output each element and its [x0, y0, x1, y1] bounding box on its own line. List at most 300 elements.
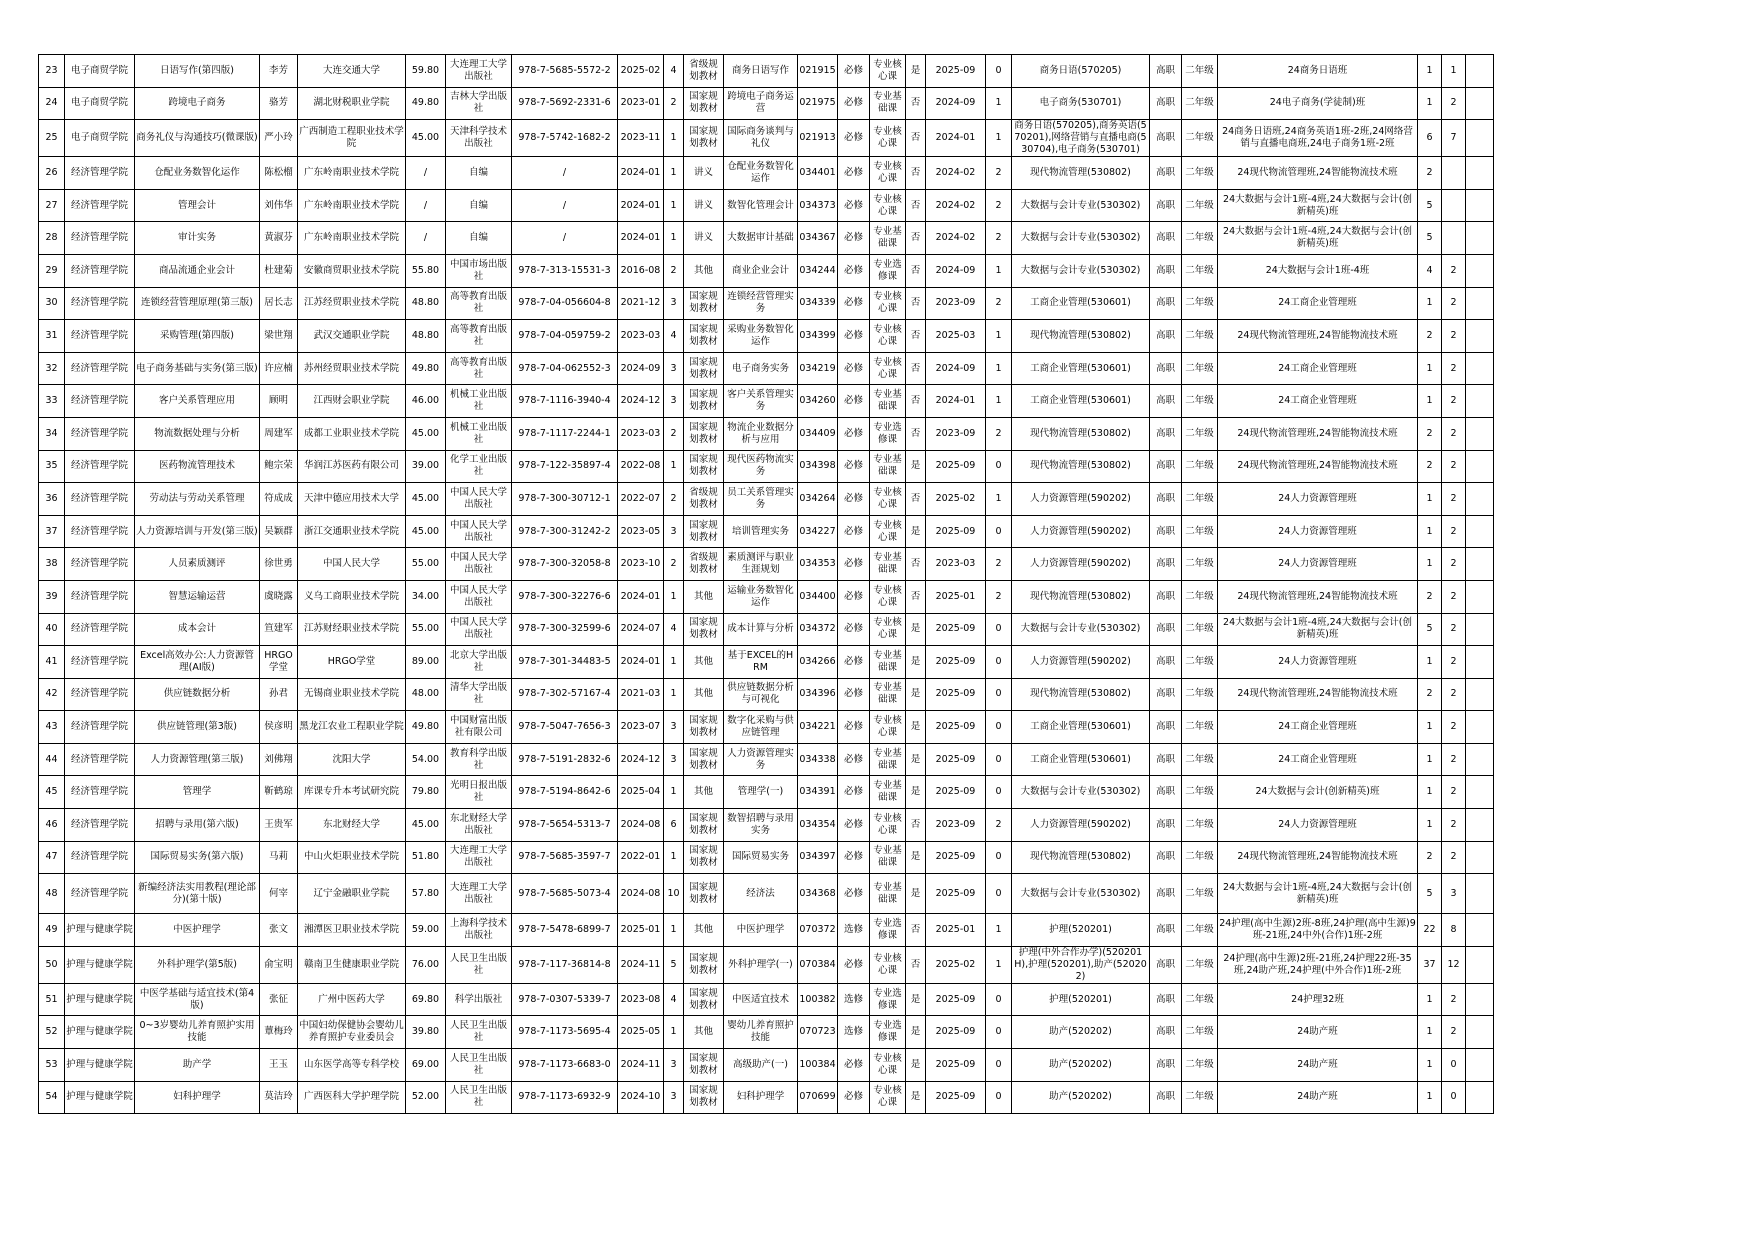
- cell-course-nature: 必修: [838, 1049, 870, 1082]
- table-row: [39, 711, 1494, 744]
- cell-author: 马莉: [260, 841, 298, 874]
- cell-course-code: 034368: [798, 874, 838, 914]
- cell-course-category: 专业选修课: [870, 254, 906, 287]
- cell-author: 俞宝明: [260, 946, 298, 983]
- cell-is-new: 是: [906, 55, 926, 88]
- cell-isbn: 978-7-301-34483-5: [512, 646, 618, 679]
- cell-course-nature: 选修: [838, 914, 870, 947]
- cell-textbook-type: 其他: [684, 580, 724, 613]
- cell-course-category: 专业选修课: [870, 1016, 906, 1049]
- cell-course-code: 034401: [798, 157, 838, 190]
- cell-textbook-type: 国家规划教材: [684, 87, 724, 120]
- cell-textbook-type: 国家规划教材: [684, 385, 724, 418]
- cell-class-count: 2: [1418, 678, 1442, 711]
- cell-publisher: 人民卫生出版社: [446, 1049, 512, 1082]
- cell-course-nature: 必修: [838, 613, 870, 646]
- cell-price: 59.00: [406, 914, 446, 947]
- cell-pub-date: 2021-12: [618, 287, 664, 320]
- cell-level: 高职: [1150, 1016, 1182, 1049]
- cell-isbn: 978-7-0307-5339-7: [512, 983, 618, 1016]
- cell-start-term: 2025-09: [926, 678, 986, 711]
- cell-start-term: 2025-01: [926, 580, 986, 613]
- cell-class-count: 22: [1418, 914, 1442, 947]
- cell-author: 杜建菊: [260, 254, 298, 287]
- cell-class-count: 1: [1418, 1016, 1442, 1049]
- table-row: [39, 320, 1494, 353]
- cell-is-new: 是: [906, 874, 926, 914]
- cell-course-name: 高级助产(一): [724, 1049, 798, 1082]
- cell-course-code: 070699: [798, 1081, 838, 1114]
- cell-author-unit: 黑龙江农业工程职业学院: [298, 711, 406, 744]
- cell-teacher-count: 2: [1442, 417, 1466, 450]
- cell-major: 大数据与会计专业(530302): [1012, 874, 1150, 914]
- cell-course-code: 034373: [798, 189, 838, 222]
- cell-level: 高职: [1150, 946, 1182, 983]
- cell-class-count: 2: [1418, 450, 1442, 483]
- cell-publisher: 中国人民大学出版社: [446, 483, 512, 516]
- cell-course-nature: 必修: [838, 254, 870, 287]
- cell-course-nature: 必修: [838, 450, 870, 483]
- cell-college: 护理与健康学院: [65, 946, 135, 983]
- cell-course-category: 专业基础课: [870, 87, 906, 120]
- cell-class-count: 2: [1418, 157, 1442, 190]
- cell-grade: 二年级: [1182, 548, 1218, 581]
- cell-classes: 24护理32班: [1218, 983, 1418, 1016]
- cell-start-term: 2024-09: [926, 254, 986, 287]
- cell-textbook-title: 中医学基础与适宜技术(第4版): [135, 983, 260, 1016]
- cell-is-new: 否: [906, 320, 926, 353]
- cell-is-new: 否: [906, 352, 926, 385]
- cell-pub-date: 2024-01: [618, 157, 664, 190]
- cell-grade: 二年级: [1182, 515, 1218, 548]
- cell-classes: 24助产班: [1218, 1016, 1418, 1049]
- cell-usage-years: 2: [986, 189, 1012, 222]
- cell-author-unit: HRGO学堂: [298, 646, 406, 679]
- cell-course-nature: 必修: [838, 809, 870, 842]
- cell-textbook-type: 省级规划教材: [684, 483, 724, 516]
- cell-author: 鲍宗荣: [260, 450, 298, 483]
- cell-publisher: 人民卫生出版社: [446, 946, 512, 983]
- cell-major: 护理(520201): [1012, 983, 1150, 1016]
- cell-pub-date: 2023-01: [618, 87, 664, 120]
- cell-textbook-type: 其他: [684, 678, 724, 711]
- table-row: [39, 222, 1494, 255]
- cell-start-term: 2025-09: [926, 874, 986, 914]
- cell-course-category: 专业基础课: [870, 222, 906, 255]
- cell-author-unit: 沈阳大学: [298, 743, 406, 776]
- cell-level: 高职: [1150, 120, 1182, 157]
- cell-course-code: 034398: [798, 450, 838, 483]
- cell-major: 助产(520202): [1012, 1049, 1150, 1082]
- cell-price: 55.00: [406, 548, 446, 581]
- cell-college: 电子商贸学院: [65, 87, 135, 120]
- cell-is-new: 否: [906, 287, 926, 320]
- cell-course-category: 专业核心课: [870, 55, 906, 88]
- cell-level: 高职: [1150, 483, 1182, 516]
- cell-pub-date: 2023-10: [618, 548, 664, 581]
- cell-is-new: 是: [906, 841, 926, 874]
- cell-level: 高职: [1150, 743, 1182, 776]
- table-row: [39, 914, 1494, 947]
- cell-course-name: 运输业务数智化运作: [724, 580, 798, 613]
- cell-textbook-title: 商品流通企业会计: [135, 254, 260, 287]
- cell-course-code: 100382: [798, 983, 838, 1016]
- cell-teacher-count: 2: [1442, 254, 1466, 287]
- cell-teacher-count: 2: [1442, 352, 1466, 385]
- cell-grade: 二年级: [1182, 55, 1218, 88]
- table-row: [39, 1049, 1494, 1082]
- cell-teacher-count: 2: [1442, 548, 1466, 581]
- cell-course-nature: 必修: [838, 776, 870, 809]
- cell-usage-years: 1: [986, 385, 1012, 418]
- cell-course-name: 供应链数据分析与可视化: [724, 678, 798, 711]
- cell-course-code: 034409: [798, 417, 838, 450]
- cell-course-code: 034266: [798, 646, 838, 679]
- cell-textbook-type: 国家规划教材: [684, 120, 724, 157]
- cell-edition: 6: [664, 809, 684, 842]
- table-row: [39, 743, 1494, 776]
- cell-author-unit: 广西医科大学护理学院: [298, 1081, 406, 1114]
- cell-college: 经济管理学院: [65, 417, 135, 450]
- cell-price: 69.00: [406, 1049, 446, 1082]
- cell-grade: 二年级: [1182, 157, 1218, 190]
- cell-class-count: 1: [1418, 711, 1442, 744]
- cell-textbook-title: 管理会计: [135, 189, 260, 222]
- cell-start-term: 2025-02: [926, 946, 986, 983]
- cell-textbook-type: 国家规划教材: [684, 983, 724, 1016]
- cell-edition: 1: [664, 841, 684, 874]
- cell-is-new: 是: [906, 678, 926, 711]
- cell-course-category: 专业核心课: [870, 613, 906, 646]
- cell-remark: [1466, 515, 1494, 548]
- cell-author: 刘佛翔: [260, 743, 298, 776]
- table-row: [39, 841, 1494, 874]
- cell-course-name: 成本计算与分析: [724, 613, 798, 646]
- cell-row-number: 39: [39, 580, 65, 613]
- cell-usage-years: 0: [986, 776, 1012, 809]
- cell-edition: 1: [664, 222, 684, 255]
- cell-college: 护理与健康学院: [65, 983, 135, 1016]
- cell-usage-years: 1: [986, 87, 1012, 120]
- cell-price: 39.80: [406, 1016, 446, 1049]
- cell-usage-years: 2: [986, 157, 1012, 190]
- cell-major: 大数据与会计专业(530302): [1012, 189, 1150, 222]
- cell-major: 助产(520202): [1012, 1081, 1150, 1114]
- cell-class-count: 1: [1418, 352, 1442, 385]
- cell-class-count: 5: [1418, 613, 1442, 646]
- cell-is-new: 是: [906, 450, 926, 483]
- cell-course-category: 专业基础课: [870, 646, 906, 679]
- cell-usage-years: 0: [986, 646, 1012, 679]
- cell-remark: [1466, 320, 1494, 353]
- cell-class-count: 2: [1418, 580, 1442, 613]
- cell-teacher-count: 2: [1442, 287, 1466, 320]
- cell-class-count: 1: [1418, 87, 1442, 120]
- cell-classes: 24现代物流管理班,24智能物流技术班: [1218, 320, 1418, 353]
- cell-textbook-type: 省级规划教材: [684, 55, 724, 88]
- cell-author: 顾明: [260, 385, 298, 418]
- cell-major: 人力资源管理(590202): [1012, 809, 1150, 842]
- cell-textbook-type: 国家规划教材: [684, 515, 724, 548]
- cell-usage-years: 1: [986, 320, 1012, 353]
- cell-grade: 二年级: [1182, 87, 1218, 120]
- cell-isbn: 978-7-1117-2244-1: [512, 417, 618, 450]
- cell-author-unit: 安徽商贸职业技术学院: [298, 254, 406, 287]
- cell-isbn: 978-7-117-36814-8: [512, 946, 618, 983]
- cell-textbook-type: 讲义: [684, 189, 724, 222]
- cell-edition: 1: [664, 776, 684, 809]
- cell-publisher: 大连理工大学出版社: [446, 55, 512, 88]
- cell-pub-date: 2023-07: [618, 711, 664, 744]
- cell-remark: [1466, 120, 1494, 157]
- cell-pub-date: 2024-01: [618, 580, 664, 613]
- cell-usage-years: 2: [986, 417, 1012, 450]
- cell-major: 人力资源管理(590202): [1012, 483, 1150, 516]
- cell-course-category: 专业核心课: [870, 711, 906, 744]
- cell-textbook-title: 新编经济法实用教程(理论部分)(第十版): [135, 874, 260, 914]
- cell-is-new: 否: [906, 254, 926, 287]
- cell-major: 现代物流管理(530802): [1012, 157, 1150, 190]
- cell-major: 大数据与会计专业(530302): [1012, 222, 1150, 255]
- table-row: [39, 189, 1494, 222]
- cell-grade: 二年级: [1182, 613, 1218, 646]
- cell-grade: 二年级: [1182, 983, 1218, 1016]
- cell-course-name: 数智招聘与录用实务: [724, 809, 798, 842]
- cell-class-count: 1: [1418, 483, 1442, 516]
- cell-author: 莫洁玲: [260, 1081, 298, 1114]
- cell-teacher-count: 2: [1442, 320, 1466, 353]
- cell-row-number: 27: [39, 189, 65, 222]
- cell-textbook-title: 国际贸易实务(第六版): [135, 841, 260, 874]
- cell-publisher: 自编: [446, 157, 512, 190]
- table-row: [39, 809, 1494, 842]
- cell-course-nature: 必修: [838, 678, 870, 711]
- cell-edition: 1: [664, 157, 684, 190]
- cell-author: 王贵军: [260, 809, 298, 842]
- cell-classes: 24现代物流管理班,24智能物流技术班: [1218, 417, 1418, 450]
- cell-grade: 二年级: [1182, 287, 1218, 320]
- table-row: [39, 120, 1494, 157]
- cell-edition: 4: [664, 983, 684, 1016]
- cell-textbook-title: 采购管理(第四版): [135, 320, 260, 353]
- cell-classes: 24大数据与会计1班-4班,24大数据与会计(创新精英)班: [1218, 874, 1418, 914]
- cell-teacher-count: 2: [1442, 87, 1466, 120]
- cell-course-category: 专业核心课: [870, 483, 906, 516]
- cell-author: 骆芳: [260, 87, 298, 120]
- cell-course-category: 专业基础课: [870, 450, 906, 483]
- cell-remark: [1466, 222, 1494, 255]
- cell-start-term: 2024-02: [926, 189, 986, 222]
- cell-author-unit: 浙江交通职业技术学院: [298, 515, 406, 548]
- cell-course-code: 034227: [798, 515, 838, 548]
- table-row: [39, 874, 1494, 914]
- cell-course-code: 021975: [798, 87, 838, 120]
- cell-course-nature: 必修: [838, 120, 870, 157]
- cell-classes: 24大数据与会计1班-4班: [1218, 254, 1418, 287]
- cell-course-nature: 必修: [838, 222, 870, 255]
- cell-author-unit: 辽宁金融职业学院: [298, 874, 406, 914]
- cell-grade: 二年级: [1182, 352, 1218, 385]
- cell-major: 护理(520201): [1012, 914, 1150, 947]
- cell-is-new: 是: [906, 646, 926, 679]
- cell-course-category: 专业选修课: [870, 417, 906, 450]
- cell-classes: 24人力资源管理班: [1218, 483, 1418, 516]
- cell-remark: [1466, 874, 1494, 914]
- cell-teacher-count: 2: [1442, 809, 1466, 842]
- cell-teacher-count: 2: [1442, 515, 1466, 548]
- cell-edition: 1: [664, 646, 684, 679]
- cell-author-unit: 华润江苏医药有限公司: [298, 450, 406, 483]
- cell-course-code: 034260: [798, 385, 838, 418]
- cell-class-count: 1: [1418, 385, 1442, 418]
- cell-class-count: 1: [1418, 743, 1442, 776]
- cell-isbn: 978-7-5685-5572-2: [512, 55, 618, 88]
- cell-major: 现代物流管理(530802): [1012, 678, 1150, 711]
- cell-textbook-type: 国家规划教材: [684, 711, 724, 744]
- cell-major: 大数据与会计专业(530302): [1012, 613, 1150, 646]
- cell-level: 高职: [1150, 515, 1182, 548]
- cell-is-new: 是: [906, 983, 926, 1016]
- cell-row-number: 45: [39, 776, 65, 809]
- cell-pub-date: 2024-08: [618, 874, 664, 914]
- cell-is-new: 否: [906, 222, 926, 255]
- cell-price: 48.80: [406, 320, 446, 353]
- cell-edition: 1: [664, 914, 684, 947]
- cell-course-nature: 必修: [838, 515, 870, 548]
- cell-start-term: 2025-09: [926, 1016, 986, 1049]
- cell-textbook-title: 电子商务基础与实务(第三版): [135, 352, 260, 385]
- cell-level: 高职: [1150, 1081, 1182, 1114]
- cell-course-nature: 必修: [838, 548, 870, 581]
- cell-class-count: 1: [1418, 646, 1442, 679]
- cell-teacher-count: 2: [1442, 385, 1466, 418]
- cell-course-nature: 必修: [838, 946, 870, 983]
- cell-class-count: 4: [1418, 254, 1442, 287]
- cell-author-unit: 广东岭南职业技术学院: [298, 157, 406, 190]
- cell-college: 经济管理学院: [65, 743, 135, 776]
- cell-college: 经济管理学院: [65, 678, 135, 711]
- cell-author: 笪建军: [260, 613, 298, 646]
- cell-isbn: 978-7-300-32058-8: [512, 548, 618, 581]
- cell-isbn: /: [512, 222, 618, 255]
- cell-isbn: 978-7-1173-6932-9: [512, 1081, 618, 1114]
- cell-price: 89.00: [406, 646, 446, 679]
- cell-college: 经济管理学院: [65, 548, 135, 581]
- cell-textbook-title: 妇科护理学: [135, 1081, 260, 1114]
- cell-publisher: 中国人民大学出版社: [446, 515, 512, 548]
- cell-grade: 二年级: [1182, 1016, 1218, 1049]
- cell-course-code: 034353: [798, 548, 838, 581]
- cell-is-new: 否: [906, 946, 926, 983]
- cell-college: 经济管理学院: [65, 809, 135, 842]
- cell-isbn: 978-7-5685-5073-4: [512, 874, 618, 914]
- cell-major: 工商企业管理(530601): [1012, 352, 1150, 385]
- cell-price: 79.80: [406, 776, 446, 809]
- cell-row-number: 24: [39, 87, 65, 120]
- cell-remark: [1466, 483, 1494, 516]
- cell-major: 助产(520202): [1012, 1016, 1150, 1049]
- cell-course-category: 专业核心课: [870, 287, 906, 320]
- cell-textbook-title: 智慧运输运营: [135, 580, 260, 613]
- cell-edition: 2: [664, 483, 684, 516]
- cell-college: 经济管理学院: [65, 613, 135, 646]
- cell-class-count: 1: [1418, 809, 1442, 842]
- cell-edition: 1: [664, 120, 684, 157]
- cell-publisher: 光明日报出版社: [446, 776, 512, 809]
- cell-grade: 二年级: [1182, 841, 1218, 874]
- cell-publisher: 吉林大学出版社: [446, 87, 512, 120]
- cell-is-new: 否: [906, 385, 926, 418]
- cell-row-number: 37: [39, 515, 65, 548]
- cell-start-term: 2025-09: [926, 1049, 986, 1082]
- cell-course-name: 基于EXCEL的HRM: [724, 646, 798, 679]
- cell-pub-date: 2024-10: [618, 1081, 664, 1114]
- cell-classes: 24工商企业管理班: [1218, 352, 1418, 385]
- cell-teacher-count: 1: [1442, 55, 1466, 88]
- cell-grade: 二年级: [1182, 809, 1218, 842]
- cell-college: 经济管理学院: [65, 515, 135, 548]
- cell-textbook-type: 国家规划教材: [684, 946, 724, 983]
- cell-college: 经济管理学院: [65, 874, 135, 914]
- cell-publisher: 机械工业出版社: [446, 417, 512, 450]
- cell-college: 经济管理学院: [65, 189, 135, 222]
- cell-isbn: 978-7-5742-1682-2: [512, 120, 618, 157]
- cell-usage-years: 0: [986, 1016, 1012, 1049]
- cell-teacher-count: 2: [1442, 743, 1466, 776]
- cell-class-count: 1: [1418, 515, 1442, 548]
- cell-course-nature: 必修: [838, 320, 870, 353]
- cell-teacher-count: 2: [1442, 580, 1466, 613]
- cell-classes: 24大数据与会计(创新精英)班: [1218, 776, 1418, 809]
- cell-start-term: 2023-09: [926, 417, 986, 450]
- cell-remark: [1466, 385, 1494, 418]
- cell-teacher-count: 7: [1442, 120, 1466, 157]
- cell-teacher-count: 2: [1442, 646, 1466, 679]
- cell-course-nature: 必修: [838, 352, 870, 385]
- cell-edition: 2: [664, 87, 684, 120]
- cell-row-number: 29: [39, 254, 65, 287]
- cell-course-nature: 必修: [838, 87, 870, 120]
- cell-course-code: 070723: [798, 1016, 838, 1049]
- cell-remark: [1466, 1016, 1494, 1049]
- cell-course-code: 021913: [798, 120, 838, 157]
- cell-teacher-count: 2: [1442, 483, 1466, 516]
- cell-remark: [1466, 189, 1494, 222]
- cell-isbn: 978-7-1173-5695-4: [512, 1016, 618, 1049]
- cell-course-name: 客户关系管理实务: [724, 385, 798, 418]
- cell-grade: 二年级: [1182, 874, 1218, 914]
- cell-level: 高职: [1150, 711, 1182, 744]
- cell-price: 54.00: [406, 743, 446, 776]
- cell-start-term: 2024-09: [926, 352, 986, 385]
- cell-author: 靳鹤琼: [260, 776, 298, 809]
- cell-isbn: 978-7-302-57167-4: [512, 678, 618, 711]
- cell-edition: 3: [664, 743, 684, 776]
- cell-major: 工商企业管理(530601): [1012, 743, 1150, 776]
- cell-author-unit: 苏州经贸职业技术学院: [298, 352, 406, 385]
- cell-level: 高职: [1150, 914, 1182, 947]
- cell-usage-years: 0: [986, 841, 1012, 874]
- cell-college: 经济管理学院: [65, 580, 135, 613]
- cell-class-count: 2: [1418, 417, 1442, 450]
- cell-row-number: 51: [39, 983, 65, 1016]
- cell-course-name: 婴幼儿养育照护技能: [724, 1016, 798, 1049]
- cell-classes: 24商务日语班,24商务英语1班-2班,24网络营销与直播电商班,24电子商务1班-2班: [1218, 120, 1418, 157]
- cell-price: 55.80: [406, 254, 446, 287]
- cell-remark: [1466, 1049, 1494, 1082]
- cell-author-unit: 广东岭南职业技术学院: [298, 222, 406, 255]
- cell-level: 高职: [1150, 450, 1182, 483]
